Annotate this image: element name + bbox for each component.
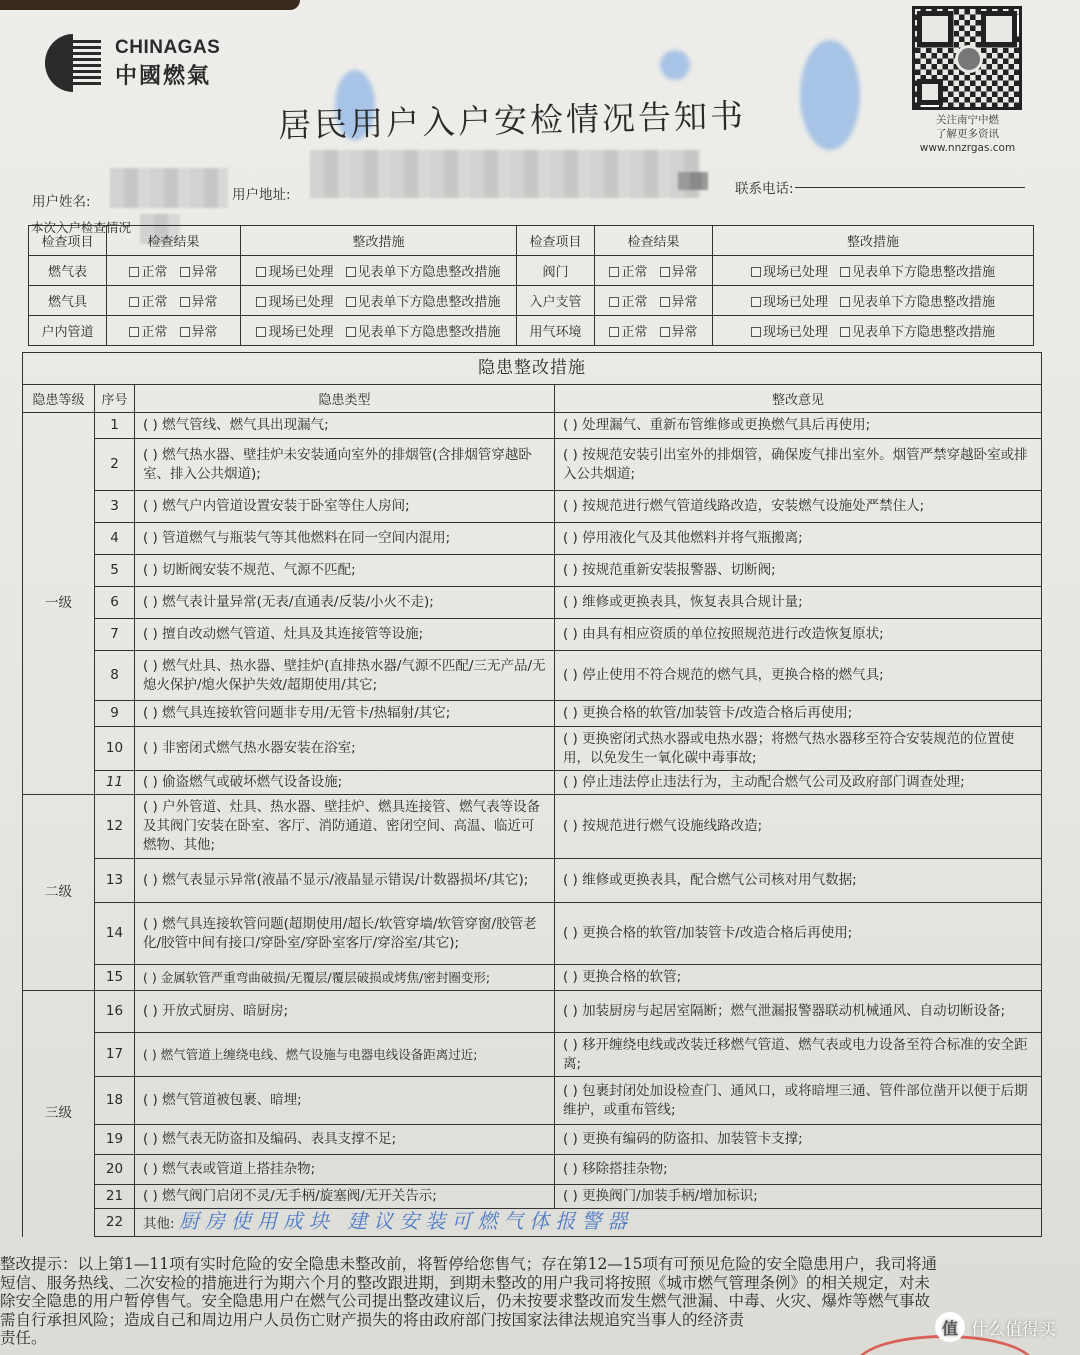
- inspection-item: 燃气具: [29, 286, 107, 316]
- rectification-advice: ( ) 更换密闭式热水器或电热水器；将燃气热水器移至符合安装规范的位置使用，以免发生一氧化碳中毒事故;: [555, 727, 1042, 771]
- other-field[interactable]: [135, 1209, 1042, 1237]
- hazard-type: ( ) 偷盗燃气或破坏燃气设备设施;: [135, 771, 555, 795]
- option-label: 异常: [671, 265, 698, 280]
- hazard-row: [23, 991, 1042, 1033]
- checkbox-normal[interactable]: [609, 327, 619, 337]
- rectification-advice: ( ) 更换合格的软管/加装管卡/改造合格后再使用;: [555, 701, 1042, 727]
- hazard-row: [23, 771, 1042, 795]
- rectification-advice: ( ) 由具有相应资质的单位按照规范进行改造恢复原状;: [555, 619, 1042, 651]
- hazard-type: ( ) 燃气灶具、热水器、壁挂炉(直排热水器/气源不匹配/三无产品/无熄火保护/熄火保护失效/超期使用/其它;: [135, 651, 555, 701]
- checkbox-see-below[interactable]: [346, 327, 356, 337]
- hazard-type: ( ) 燃气具连接软管问题非专用/无管卡/热辐射/其它;: [135, 701, 555, 727]
- rectification-advice: ( ) 更换阀门/加装手柄/增加标识;: [555, 1185, 1042, 1209]
- inspection-item: 阀门: [517, 256, 595, 286]
- hazard-row: [23, 795, 1042, 859]
- checkbox-see-below[interactable]: [346, 297, 356, 307]
- header-measure: 整改措施: [713, 226, 1034, 256]
- rectification-advice: ( ) 移除搭挂杂物;: [555, 1155, 1042, 1185]
- row-number: 2: [95, 439, 135, 491]
- rectification-advice: ( ) 维修或更换表具，配合燃气公司核对用气数据;: [555, 859, 1042, 903]
- inspection-item: 入户支管: [517, 286, 595, 316]
- checkbox-abnormal[interactable]: [180, 267, 190, 277]
- level-two: 二级: [23, 795, 95, 991]
- checkbox-see-below[interactable]: [840, 267, 850, 277]
- row-number: 19: [95, 1125, 135, 1155]
- other-label: 其他:: [143, 1215, 175, 1232]
- row-number: 22: [95, 1209, 135, 1237]
- hazard-type: ( ) 燃气管线、燃气具出现漏气;: [135, 413, 555, 439]
- header-measure: 整改措施: [241, 226, 517, 256]
- qr-caption-line: 了解更多资讯: [936, 128, 999, 140]
- option-label: 现场已处理: [268, 295, 334, 310]
- header-level: 隐患等级: [23, 385, 95, 413]
- hazard-type: ( ) 燃气阀门启闭不灵/无手柄/旋塞阀/无开关告示;: [135, 1185, 555, 1209]
- hazard-type: ( ) 金属软管严重弯曲破损/无覆层/覆层破损或烤焦/密封圈变形;: [135, 965, 555, 991]
- option-label: 正常: [141, 295, 168, 310]
- inspection-row: [29, 256, 1034, 286]
- handwritten-note: 厨房使用成块 建议安装可燃气体报警器: [178, 1208, 634, 1233]
- checkbox-see-below[interactable]: [840, 297, 850, 307]
- hazard-row: [23, 439, 1042, 491]
- name-label: 用户姓名:: [32, 194, 91, 210]
- qr-caption-url: www.nnzrgas.com: [919, 142, 1016, 154]
- row-number: 15: [95, 965, 135, 991]
- hazard-row: [23, 1185, 1042, 1209]
- result-options: [595, 256, 713, 286]
- hazard-row: [23, 619, 1042, 651]
- qr-code-icon: [912, 6, 1022, 110]
- option-label: 正常: [621, 295, 648, 310]
- hazard-type: ( ) 燃气表计量异常(无表/直通表/反装/小火不走);: [135, 587, 555, 619]
- notice-line: 整改提示：以上第1—11项有实时危险的安全隐患未整改前，将暂停给您售气；存在第12—15项有可预见危险的安全隐患用户，我司将通: [0, 1255, 938, 1273]
- checkbox-handled[interactable]: [751, 327, 761, 337]
- inspection-section-label: 本次入户检查情况: [31, 220, 132, 235]
- checkbox-abnormal[interactable]: [660, 297, 670, 307]
- option-label: 现场已处理: [762, 325, 828, 340]
- row-number: 3: [95, 491, 135, 523]
- rectification-advice: ( ) 按规范进行燃气管道线路改造，安装燃气设施处严禁住人;: [555, 491, 1042, 523]
- inspection-item: 燃气表: [29, 256, 107, 286]
- rectification-advice: ( ) 加装厨房与起居室隔断；燃气泄漏报警器联动机械通风、自动切断设备;: [555, 991, 1042, 1033]
- hazard-row: [23, 859, 1042, 903]
- rectification-advice: ( ) 按规范安装引出室外的排烟管，确保废气排出室外。烟管严禁穿越卧室或排入公共烟道;: [555, 439, 1042, 491]
- rectification-advice: ( ) 按规范重新安装报警器、切断阀;: [555, 555, 1042, 587]
- hazard-type: ( ) 燃气户内管道设置安装于卧室等住人房间;: [135, 491, 555, 523]
- option-label: 现场已处理: [268, 265, 334, 280]
- row-number: 13: [95, 859, 135, 903]
- qr-caption-line: 关注南宁中燃: [936, 114, 999, 126]
- result-options: [107, 316, 241, 346]
- notice-line: 短信、服务热线、二次安检的措施进行为期六个月的整改跟进期，到期未整改的用户我司将按照《城市燃气管理条例》的相关规定，对未: [0, 1273, 931, 1292]
- row-number: 7: [95, 619, 135, 651]
- measure-options: [713, 286, 1034, 316]
- row-number: 10: [95, 727, 135, 771]
- measure-options: [713, 316, 1034, 346]
- checkbox-normal[interactable]: [609, 267, 619, 277]
- row-number: 5: [95, 555, 135, 587]
- header-result: 检查结果: [595, 226, 713, 256]
- hazard-type: ( ) 开放式厨房、暗厨房;: [135, 991, 555, 1033]
- rectification-advice: ( ) 停用液化气及其他燃料并将气瓶搬离;: [555, 523, 1042, 555]
- row-number: 8: [95, 651, 135, 701]
- redacted-address: [310, 150, 700, 198]
- header-type: 隐患类型: [135, 385, 555, 413]
- qr-caption: [905, 113, 1030, 155]
- hazard-row: [23, 1209, 1042, 1237]
- hazard-row: [23, 1033, 1042, 1077]
- hazard-type: ( ) 燃气管道上缠绕电线、燃气设施与电器电线设备距离过近;: [135, 1033, 555, 1077]
- phone-field-line: [795, 187, 1025, 188]
- row-number: 18: [95, 1077, 135, 1125]
- row-number: 11: [95, 771, 135, 795]
- checkbox-abnormal[interactable]: [180, 297, 190, 307]
- rectification-advice: ( ) 移开缠绕电线或改装迁移燃气管道、燃气表或电力设备至符合标准的安全距离;: [555, 1033, 1042, 1077]
- option-label: 见表单下方隐患整改措施: [852, 325, 996, 340]
- checkbox-handled[interactable]: [256, 267, 266, 277]
- hazard-type: ( ) 燃气具连接软管问题(超期使用/超长/软管穿墙/软管穿窗/胶管老化/胶管中间有接口/穿卧室/穿卧室客厅/穿浴室/其它);: [135, 903, 555, 965]
- hazard-type: ( ) 燃气表无防盗扣及编码、表具支撑不足;: [135, 1125, 555, 1155]
- hazard-type: ( ) 管道燃气与瓶装气等其他燃料在同一空间内混用;: [135, 523, 555, 555]
- hazard-row: [23, 523, 1042, 555]
- watermark-logo-icon: 值: [935, 1312, 965, 1342]
- header-result: 检查结果: [107, 226, 241, 256]
- level-one: 一级: [23, 413, 95, 795]
- measure-options: [241, 256, 517, 286]
- measure-options: [241, 316, 517, 346]
- checkbox-see-below[interactable]: [840, 327, 850, 337]
- header-advice: 整改意见: [555, 385, 1042, 413]
- watermark: [935, 1312, 1056, 1342]
- option-label: 现场已处理: [762, 295, 828, 310]
- header-item: 检查项目: [29, 226, 107, 256]
- header-no: 序号: [95, 385, 135, 413]
- row-number: 16: [95, 991, 135, 1033]
- header-item: 检查项目: [517, 226, 595, 256]
- checkbox-handled[interactable]: [751, 297, 761, 307]
- hazard-row: [23, 587, 1042, 619]
- hazard-row: [23, 651, 1042, 701]
- option-label: 现场已处理: [762, 265, 828, 280]
- option-label: 见表单下方隐患整改措施: [357, 265, 501, 280]
- option-label: 见表单下方隐患整改措施: [852, 265, 996, 280]
- hazard-row: [23, 965, 1042, 991]
- row-number: 4: [95, 523, 135, 555]
- redacted-name: [110, 168, 228, 208]
- hazard-row: [23, 1155, 1042, 1185]
- rectification-advice: ( ) 停止违法停止违法行为，主动配合燃气公司及政府部门调查处理;: [555, 771, 1042, 795]
- hazard-row: [23, 491, 1042, 523]
- chinagas-logo: [45, 34, 220, 92]
- rectification-notice: [0, 1255, 1080, 1348]
- option-label: 异常: [191, 265, 218, 280]
- hazard-type: ( ) 燃气管道被包裹、暗埋;: [135, 1077, 555, 1125]
- result-options: [595, 316, 713, 346]
- row-number: 14: [95, 903, 135, 965]
- option-label: 正常: [141, 265, 168, 280]
- notice-line: 除安全隐患的用户暂停售气。安全隐患用户在燃气公司提出整改建议后，仍未按要求整改而发生燃气泄漏、中毒、火灾、爆炸等燃气事故: [0, 1292, 931, 1310]
- rectification-advice: ( ) 更换合格的软管;: [555, 965, 1042, 991]
- checkbox-abnormal[interactable]: [660, 267, 670, 277]
- inspection-item: 户内管道: [29, 316, 107, 346]
- rectification-advice: ( ) 停止使用不符合规范的燃气具，更换合格的燃气具;: [555, 651, 1042, 701]
- rectification-advice: ( ) 更换有编码的防盗扣、加装管卡支撑;: [555, 1125, 1042, 1155]
- row-number: 12: [95, 795, 135, 859]
- hazard-type: ( ) 燃气表显示异常(液晶不显示/液晶显示错误/计数器损坏/其它);: [135, 859, 555, 903]
- chinagas-logo-icon: [45, 34, 101, 92]
- hazard-row: [23, 701, 1042, 727]
- hazard-type: ( ) 非密闭式燃气热水器安装在浴室;: [135, 727, 555, 771]
- rectification-advice: ( ) 包裹封闭处加设检查门、通风口，或将暗埋三通、管件部位凿开以便于后期维护，或重布管线;: [555, 1077, 1042, 1125]
- rectification-advice: ( ) 维修或更换表具，恢复表具合规计量;: [555, 587, 1042, 619]
- document-title: 居民用户入户安检情况告知书: [277, 96, 747, 145]
- checkbox-see-below[interactable]: [346, 267, 356, 277]
- option-label: 见表单下方隐患整改措施: [357, 295, 501, 310]
- option-label: 异常: [191, 295, 218, 310]
- row-number: 21: [95, 1185, 135, 1209]
- option-label: 见表单下方隐患整改措施: [852, 295, 996, 310]
- row-number: 20: [95, 1155, 135, 1185]
- hazard-type: ( ) 燃气表或管道上搭挂杂物;: [135, 1155, 555, 1185]
- hazard-row: [23, 1077, 1042, 1125]
- checkbox-handled[interactable]: [256, 327, 266, 337]
- inspection-row: [29, 316, 1034, 346]
- level-three: 三级: [23, 991, 95, 1237]
- option-label: 正常: [621, 325, 648, 340]
- phone-label: 联系电话:: [735, 181, 794, 197]
- checkbox-abnormal[interactable]: [180, 327, 190, 337]
- rectification-advice: ( ) 按规范进行燃气设施线路改造;: [555, 795, 1042, 859]
- row-number: 17: [95, 1033, 135, 1077]
- measure-options: [241, 286, 517, 316]
- option-label: 见表单下方隐患整改措施: [357, 325, 501, 340]
- logo-text-cn: 中國燃氣: [115, 63, 212, 89]
- logo-text-en: CHINAGAS: [115, 36, 221, 58]
- result-options: [107, 286, 241, 316]
- checkbox-normal[interactable]: [609, 297, 619, 307]
- checkbox-normal[interactable]: [129, 297, 139, 307]
- hazard-row: [23, 413, 1042, 439]
- hazard-type: ( ) 擅自改动燃气管道、灶具及其连接管等设施;: [135, 619, 555, 651]
- hazard-row: [23, 903, 1042, 965]
- redacted-phone: [678, 172, 708, 190]
- row-number: 1: [95, 413, 135, 439]
- hazard-type: ( ) 燃气热水器、壁挂炉未安装通向室外的排烟管(含排烟管穿越卧室、排入公共烟道);: [135, 439, 555, 491]
- inspection-row: [29, 286, 1034, 316]
- watermark-text: 什么值得买: [971, 1319, 1056, 1340]
- option-label: 异常: [191, 325, 218, 340]
- inspection-item: 用气环境: [517, 316, 595, 346]
- checkbox-normal[interactable]: [129, 327, 139, 337]
- ink-smudge: [660, 50, 690, 80]
- checkbox-handled[interactable]: [751, 267, 761, 277]
- hazard-table-caption: 隐患整改措施: [23, 353, 1042, 385]
- checkbox-normal[interactable]: [129, 267, 139, 277]
- notice-line: 需自行承担风险；造成自己和周边用户人员伤亡财产损失的将由政府部门按国家法律法规追究当事人的经济责: [0, 1310, 745, 1329]
- row-number: 6: [95, 587, 135, 619]
- hazard-row: [23, 1125, 1042, 1155]
- result-options: [107, 256, 241, 286]
- ink-smudge: [800, 40, 860, 150]
- hazard-row: [23, 727, 1042, 771]
- notice-line: 责任。: [0, 1329, 47, 1347]
- inspection-table: [28, 225, 1034, 346]
- address-label: 用户地址:: [232, 187, 291, 203]
- option-label: 正常: [621, 265, 648, 280]
- checkbox-handled[interactable]: [256, 297, 266, 307]
- rectification-advice: ( ) 处理漏气、重新布管维修或更换燃气具后再使用;: [555, 413, 1042, 439]
- hazard-row: [23, 555, 1042, 587]
- option-label: 现场已处理: [268, 325, 334, 340]
- checkbox-abnormal[interactable]: [660, 327, 670, 337]
- option-label: 正常: [141, 325, 168, 340]
- hazard-rectification-table: [22, 352, 1042, 1237]
- rectification-advice: ( ) 更换合格的软管/加装管卡/改造合格后再使用;: [555, 903, 1042, 965]
- row-number: 9: [95, 701, 135, 727]
- measure-options: [713, 256, 1034, 286]
- background-edge: [0, 0, 300, 10]
- hazard-type: ( ) 户外管道、灶具、热水器、壁挂炉、燃具连接管、燃气表等设备及其阀门安装在卧室、客厅、消防通道、密闭空间、高温、临近可燃物、其他;: [135, 795, 555, 859]
- option-label: 异常: [671, 325, 698, 340]
- option-label: 异常: [671, 295, 698, 310]
- result-options: [595, 286, 713, 316]
- hazard-type: ( ) 切断阀安装不规范、气源不匹配;: [135, 555, 555, 587]
